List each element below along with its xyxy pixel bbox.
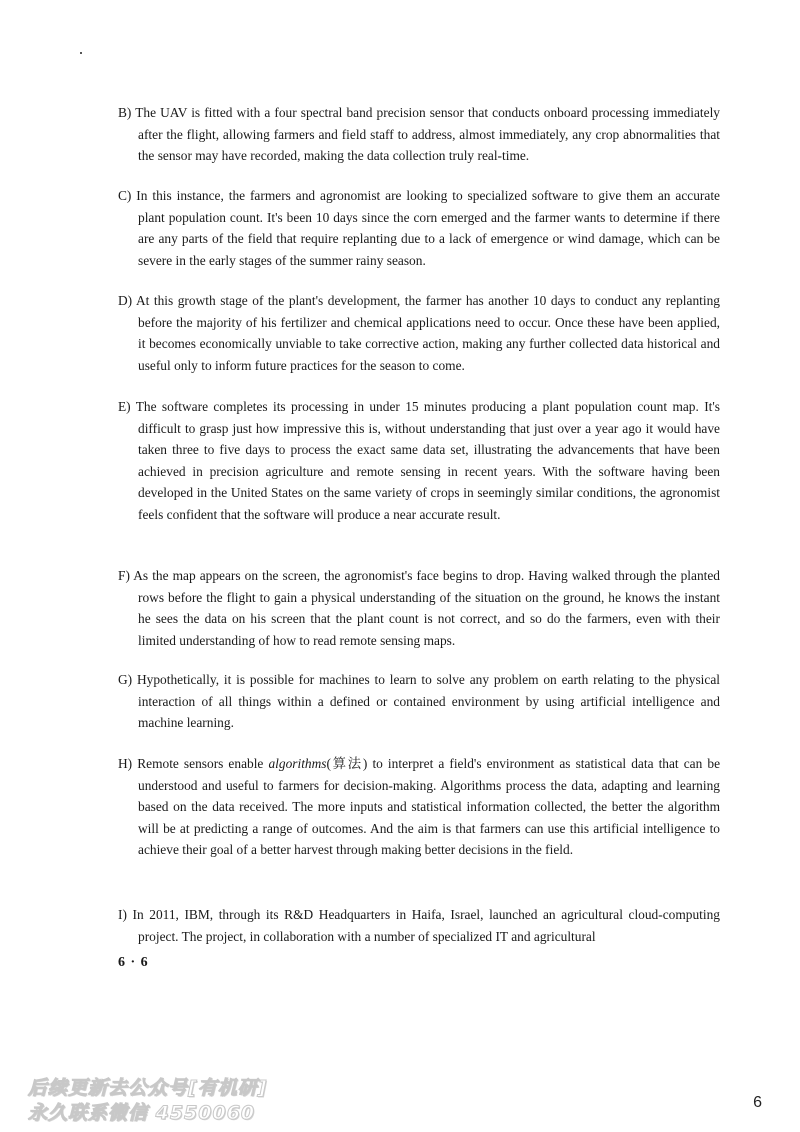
paragraph-text: At this growth stage of the plant's development, the farmer has another 10 days to conduct any replanting before the majority of his fertilizer and chemical applications need to occur. Once these have been applied, it becomes economically unviable to take corrective action, making any further collected data historical and useful only to inform future practices for the season to come. <box>135 293 720 373</box>
paragraph-f <box>118 565 720 651</box>
paragraph-text: In 2011, IBM, through its R&D Headquarters in Haifa, Israel, launched an agricultural cloud-computing project. The project, in collaboration with a number of specialized IT and agricultural <box>132 907 720 944</box>
paragraph-label: C) <box>118 188 132 203</box>
paragraph-label: D) <box>118 293 133 308</box>
watermark-line-2: 永久联系微信 4550060 <box>28 1102 256 1124</box>
watermark-line-1: 后续更新去公众号[有机研] <box>28 1077 268 1099</box>
paragraph-g <box>118 669 720 734</box>
paragraph-text: In this instance, the farmers and agronomist are looking to specialized software to give them an accurate plant population count. It's been 10 days since the corn emerged and the farmer wants to determine if there are any parts of the field that require replanting due to a lack of emergence or wind damage, which can be severe in the early stages of the summer rainy season. <box>136 188 720 268</box>
paragraph-b <box>118 102 720 167</box>
paragraph-i <box>118 904 720 947</box>
page-number: 6 <box>753 1094 762 1111</box>
paragraph-c <box>118 185 720 271</box>
watermark <box>28 1076 318 1126</box>
paragraph-text: As the map appears on the screen, the agronomist's face begins to drop. Having walked through the planted rows before the flight to gain a physical understanding of the situation on the ground, he knows the instant he sees the data on his screen that the plant count is not correct, and so do the farmers, even with their limited understanding of how to read remote sensing maps. <box>133 568 721 648</box>
paragraph-text-lead: Remote sensors enable <box>137 756 269 771</box>
paragraph-label: G) <box>118 672 133 687</box>
paragraph-label: B) <box>118 105 132 120</box>
paragraph-label: F) <box>118 568 130 583</box>
scan-speck <box>80 52 82 54</box>
paragraph-label: E) <box>118 399 131 414</box>
paragraph-term-gloss: (算法) <box>326 756 368 771</box>
footer-page-label: 6 · 6 <box>118 955 149 970</box>
paragraph-text: to interpret a field's environment as statistical data that can be understood and useful to farmers for decision-making. Algorithms process the data, adapting and learning based on the data received. The more inputs and statistical information collected, the better the algorithm will be at predicting a range of outcomes. And the aim is that farmers can use this artificial intelligence to achieve their goal of a better harvest through making better decisions in the field. <box>138 756 721 857</box>
paragraph-h <box>118 753 720 861</box>
paragraph-text: The UAV is fitted with a four spectral band precision sensor that conducts onboard processing immediately after the flight, allowing farmers and field staff to address, almost immediately, any crop abnormalities that the sensor may have recorded, making the data collection truly real-time. <box>135 105 720 163</box>
paragraph-e <box>118 396 720 525</box>
paragraph-term: algorithms <box>268 756 327 771</box>
paragraph-label: I) <box>118 907 127 922</box>
paragraph-label: H) <box>118 756 133 771</box>
paragraph-text: Hypothetically, it is possible for machines to learn to solve any problem on earth relating to the physical interaction of all things within a defined or contained environment by using artificial intelligence and machine learning. <box>136 672 720 730</box>
paragraph-d <box>118 290 720 376</box>
paragraph-text: The software completes its processing in under 15 minutes producing a plant population count map. It's difficult to grasp just how impressive this is, without understanding that just over a year ago it would have taken three to five days to process the exact same data set, illustrating the advancements that have been achieved in precision agriculture and remote sensing in recent years. With the software having been developed in the United States on the same variety of crops in seemingly similar conditions, the agronomist feels confident that the software will produce a near accurate result. <box>135 399 720 522</box>
